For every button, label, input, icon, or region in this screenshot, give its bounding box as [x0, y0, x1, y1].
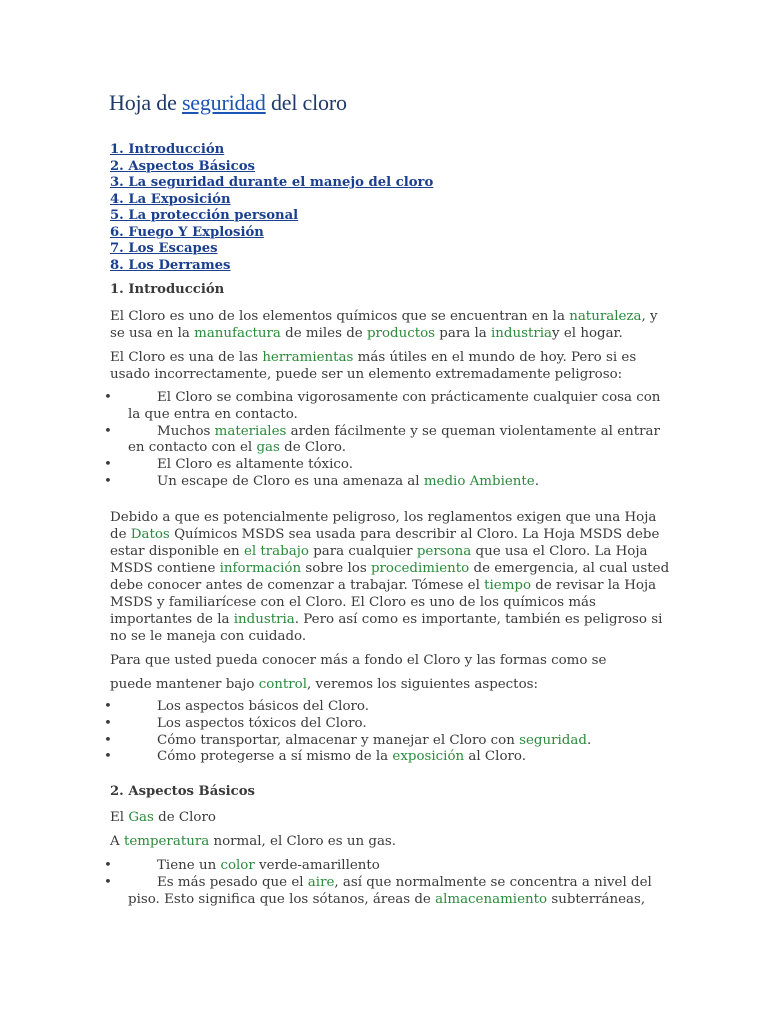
inline-link[interactable]: aire [307, 874, 335, 890]
text-run: . [534, 473, 539, 489]
text-run: Los aspectos tóxicos del Cloro. [157, 715, 367, 731]
inline-link[interactable]: tiempo [484, 578, 532, 593]
list-item-text [157, 474, 539, 489]
list-item-text [157, 749, 526, 764]
list-item [104, 749, 674, 766]
paragraph [110, 652, 670, 669]
toc-item [110, 225, 433, 242]
page-title [109, 90, 347, 116]
text-run: más útiles en el mundo de hoy. Pero si es usado incorrectamente, puede ser un elemento extremadamente peligroso: [110, 350, 637, 382]
text-run: de Cloro [153, 810, 216, 825]
text-run: Un escape de Cloro es una amenaza al [157, 473, 424, 489]
inline-link[interactable]: naturaleza [569, 309, 642, 324]
toc-item [110, 159, 433, 176]
inline-link[interactable]: información [219, 561, 302, 576]
text-run: Debido a que es potencialmente peligroso, los reglamentos exigen que una Hoja de [110, 510, 657, 542]
inline-link[interactable]: industria [491, 326, 553, 341]
text-run: normal, el Cloro es un gas. [209, 834, 397, 849]
inline-link[interactable]: el trabajo [243, 544, 309, 559]
toc-link-derrames[interactable]: 8. Los Derrames [110, 257, 231, 273]
toc-item [110, 241, 433, 258]
bullet-dot: • [104, 423, 112, 439]
toc-link-exposicion[interactable]: 4. La Exposición [110, 191, 231, 207]
toc-link-fuego[interactable]: 6. Fuego Y Explosión [110, 224, 264, 240]
bullet-list [104, 858, 674, 908]
toc-link-introduccion[interactable]: 1. Introducción [110, 142, 225, 157]
list-item-text [157, 457, 353, 472]
inline-link[interactable]: control [258, 677, 308, 692]
bullet-dot: • [104, 858, 112, 873]
list-item [104, 875, 674, 909]
inline-link[interactable]: gas [256, 440, 280, 456]
section-heading-aspectos-basicos: 2. Aspectos Básicos [110, 784, 255, 799]
bullet-dot: • [104, 874, 112, 890]
list-item [104, 716, 674, 733]
title-link-seguridad[interactable]: seguridad [181, 90, 266, 115]
list-item [104, 474, 674, 491]
bullet-dot: • [104, 715, 112, 731]
text-run: , y se usa en la [110, 309, 658, 341]
text-run: El [110, 810, 129, 825]
list-item-text [128, 875, 652, 907]
inline-link[interactable]: temperatura [123, 834, 210, 849]
inline-link[interactable]: industria [233, 612, 295, 627]
list-item [104, 390, 674, 424]
toc-link-escapes[interactable]: 7. Los Escapes [110, 241, 218, 256]
toc-item [110, 258, 433, 275]
bullet-list [104, 390, 674, 491]
bullet-dot: • [104, 749, 112, 765]
inline-link[interactable]: seguridad [519, 732, 587, 748]
title-text-end: del cloro [265, 90, 347, 115]
text-run: Tiene un [157, 858, 221, 873]
text-run: de Cloro. [279, 440, 346, 456]
inline-link[interactable]: procedimiento [370, 561, 470, 576]
paragraph [110, 676, 670, 693]
bullet-dot: • [104, 699, 112, 714]
inline-link[interactable]: color [220, 858, 255, 873]
inline-link[interactable]: persona [416, 544, 472, 559]
text-run: para cualquier [308, 544, 417, 559]
text-run: , así que normalmente se concentra a nivel del piso. Esto significa que los sótanos, áreas de [128, 874, 652, 907]
title-text: Hoja de [109, 90, 182, 115]
toc-item [110, 192, 433, 209]
text-run: Para que usted pueda conocer más a fondo el Cloro y las formas como se [110, 653, 607, 668]
inline-link[interactable]: medio Ambiente [423, 473, 535, 489]
bullet-dot: • [104, 390, 112, 405]
inline-link[interactable]: productos [366, 326, 436, 341]
text-run: que usa el Cloro. La Hoja MSDS contiene [110, 544, 648, 576]
text-run: de emergencia, al cual usted debe conocer antes de comenzar a trabajar. Tómese el [110, 561, 670, 593]
inline-link[interactable]: Datos [130, 527, 170, 542]
sub-heading-gas-de-cloro [110, 809, 670, 826]
toc-item [110, 142, 433, 159]
inline-link[interactable]: herramientas [262, 350, 354, 365]
paragraph [110, 833, 670, 850]
list-item [104, 457, 674, 474]
list-item [104, 733, 674, 750]
text-run: El Cloro es uno de los elementos químicos que se encuentran en la [110, 309, 570, 324]
paragraph [110, 509, 670, 645]
text-run: A [110, 834, 124, 849]
bullet-dot: • [104, 457, 112, 473]
list-item-text [128, 390, 660, 422]
list-item [104, 858, 674, 875]
list-item-text [157, 699, 369, 714]
list-item [104, 424, 674, 458]
bullet-dot: • [104, 732, 112, 748]
text-run: Cómo protegerse a sí mismo de la [157, 749, 393, 765]
text-run: Los aspectos básicos del Cloro. [157, 699, 370, 714]
text-run: Químicos MSDS sea usada para describir al Cloro. La Hoja MSDS debe estar disponible en [110, 527, 660, 559]
list-item-text [128, 424, 660, 456]
text-run: Muchos [157, 423, 215, 439]
table-of-contents [110, 142, 433, 274]
text-run: para la [435, 326, 491, 341]
inline-link[interactable]: materiales [214, 423, 287, 439]
bullet-dot: • [104, 473, 112, 489]
text-run: El Cloro es una de las [110, 350, 263, 365]
inline-link[interactable]: almacenamiento [435, 891, 548, 907]
inline-link[interactable]: exposición [392, 749, 465, 765]
text-run: . Pero así como es importante, también es peligroso si no se le maneja con cuidado. [110, 612, 663, 644]
inline-link[interactable]: Gas [128, 810, 154, 825]
text-run: al Cloro. [464, 749, 527, 765]
text-run: , veremos los siguientes aspectos: [307, 677, 539, 692]
text-run: puede mantener bajo [110, 677, 259, 692]
section-heading-introduccion: 1. Introducción [110, 282, 225, 297]
text-run: subterráneas, [547, 891, 646, 907]
list-item-text [157, 858, 380, 873]
text-run: de revisar la Hoja MSDS y familiarícese con el Cloro. El Cloro es uno de los químicos más importantes de la [110, 578, 657, 627]
paragraph [110, 349, 670, 383]
paragraph [110, 308, 670, 342]
text-run: El Cloro se combina vigorosamente con prácticamente cualquier cosa con la que entra en contacto. [128, 390, 661, 422]
text-run: y el hogar. [552, 326, 623, 341]
text-run: Cómo transportar, almacenar y manejar el Cloro con [157, 732, 520, 748]
text-run: Es más pesado que el [157, 874, 308, 890]
list-item-text [157, 716, 367, 731]
text-run: . [586, 732, 592, 748]
text-run: El Cloro es altamente tóxico. [157, 457, 353, 473]
text-run: verde-amarillento [254, 858, 380, 873]
text-run: de miles de [280, 326, 367, 341]
bullet-list [104, 699, 674, 766]
inline-link[interactable]: manufactura [194, 326, 281, 341]
toc-item [110, 208, 433, 225]
toc-link-seguridad[interactable]: 3. La seguridad durante el manejo del cloro [110, 175, 434, 190]
text-run: arden fácilmente y se queman violentamente al entrar en contacto con el [128, 423, 660, 456]
toc-item [110, 175, 433, 192]
text-run: sobre los [301, 561, 371, 576]
list-item-text [157, 733, 591, 748]
toc-link-proteccion[interactable]: 5. La protección personal [110, 208, 299, 223]
toc-link-aspectos-basicos[interactable]: 2. Aspectos Básicos [110, 158, 255, 174]
list-item [104, 699, 674, 716]
